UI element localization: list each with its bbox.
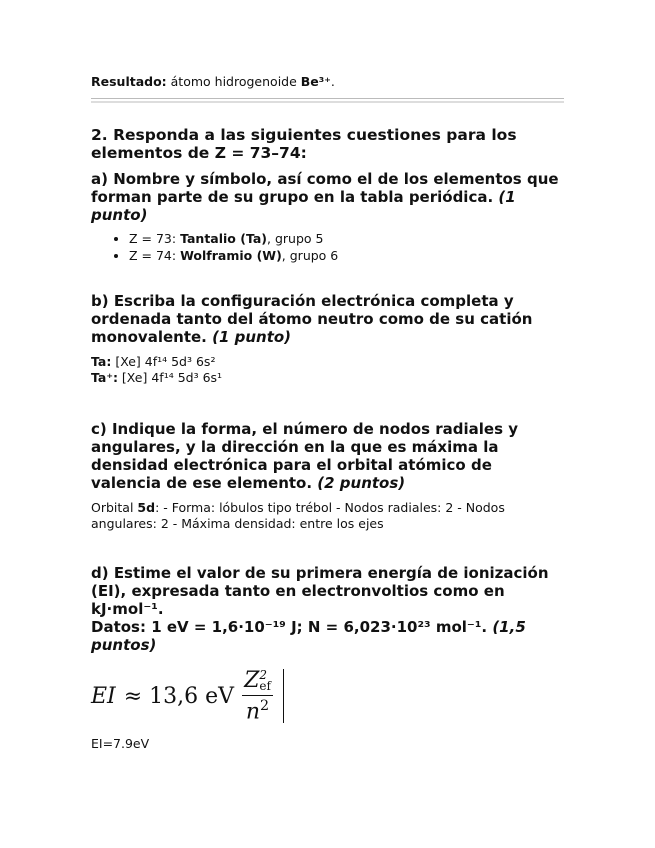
result-ion: Be³⁺: [300, 74, 331, 89]
question-d-points: (1,5 puntos): [91, 618, 526, 654]
question-b: [91, 292, 566, 386]
question-a-text: a) Nombre y símbolo, así como el de los elementos que forman parte de su grupo en la tabla periódica.: [91, 170, 559, 206]
formula-bar: [283, 669, 285, 723]
question-d-data: Datos: 1 eV = 1,6·10⁻¹⁹ J; N = 6,023·10²³ mol⁻¹.: [91, 618, 488, 636]
question-a-points: (1 punto): [91, 188, 516, 224]
answer-orbital: 5d: [137, 500, 156, 515]
config-label: Ta:: [91, 354, 112, 369]
formula-n-sup: 2: [260, 698, 270, 714]
item-group: , grupo 5: [267, 231, 324, 246]
config-lines: [91, 354, 566, 386]
question-d-heading: [91, 564, 566, 654]
formula-approx: ≈ 13,6 eV: [123, 683, 235, 709]
formula-z-sup: 2: [259, 668, 267, 682]
question-d: [91, 564, 566, 752]
question-c: [91, 420, 566, 532]
question-c-points: (2 puntos): [317, 474, 406, 492]
result-text: átomo hidrogenoide: [166, 74, 301, 89]
config-line: [91, 370, 566, 386]
result-label: Resultado:: [91, 74, 167, 89]
ionization-answer: EI=7.9eV: [91, 736, 150, 752]
formula-z-sub: ef: [259, 679, 271, 693]
question-b-points: (1 punto): [212, 328, 292, 346]
list-item: [129, 230, 566, 247]
item-group: , grupo 6: [281, 248, 339, 263]
result-end: .: [330, 74, 335, 89]
answer-rest: : - Forma: lóbulos tipo trébol - Nodos radiales: 2 - Nodos angulares: 2 - Máxima densidad: entre los ejes: [91, 500, 505, 531]
question-c-text: c) Indique la forma, el número de nodos radiales y angulares, y la dirección en la que es máxima la densidad electrónica para el orbital atómico de valencia de ese elemento.: [91, 420, 519, 492]
ionization-formula: [91, 668, 566, 724]
element-list: [91, 230, 566, 264]
question-d-text: d) Estime el valor de su primera energía de ionización (EI), expresada tanto en electronvoltios como en kJ·mol⁻¹.: [91, 564, 549, 618]
formula-denominator: [246, 696, 269, 724]
item-name: Tantalio (Ta): [180, 231, 268, 246]
config-label: Ta⁺:: [91, 370, 118, 385]
question-a-heading: [91, 170, 566, 224]
question-2: [91, 126, 566, 162]
item-z: Z = 74:: [129, 248, 181, 263]
config-value: [Xe] 4f¹⁴ 5d³ 6s²: [111, 354, 216, 369]
formula-z: Z: [244, 668, 260, 693]
question-b-text: b) Escriba la configuración electrónica completa y ordenada tanto del átomo neutro como de su catión monovalente.: [91, 292, 533, 346]
formula-lhs: EI: [91, 683, 116, 709]
question-2-heading: 2. Responda a las siguientes cuestiones para los elementos de Z = 73–74:: [91, 126, 517, 162]
question-b-heading: [91, 292, 566, 346]
question-c-answer: [91, 500, 566, 532]
config-line: [91, 354, 566, 370]
horizontal-rule: [91, 98, 564, 103]
config-value: [Xe] 4f¹⁴ 5d³ 6s¹: [117, 370, 223, 385]
formula-n: n: [245, 699, 261, 725]
result-line: [91, 74, 335, 89]
formula-numerator: [242, 668, 273, 696]
question-a: [91, 170, 566, 264]
item-z: Z = 73:: [129, 231, 181, 246]
question-c-heading: [91, 420, 566, 492]
answer-prefix: Orbital: [91, 500, 138, 515]
list-item: [129, 247, 566, 264]
formula-fraction: [242, 668, 273, 724]
item-name: Wolframio (W): [180, 248, 282, 263]
